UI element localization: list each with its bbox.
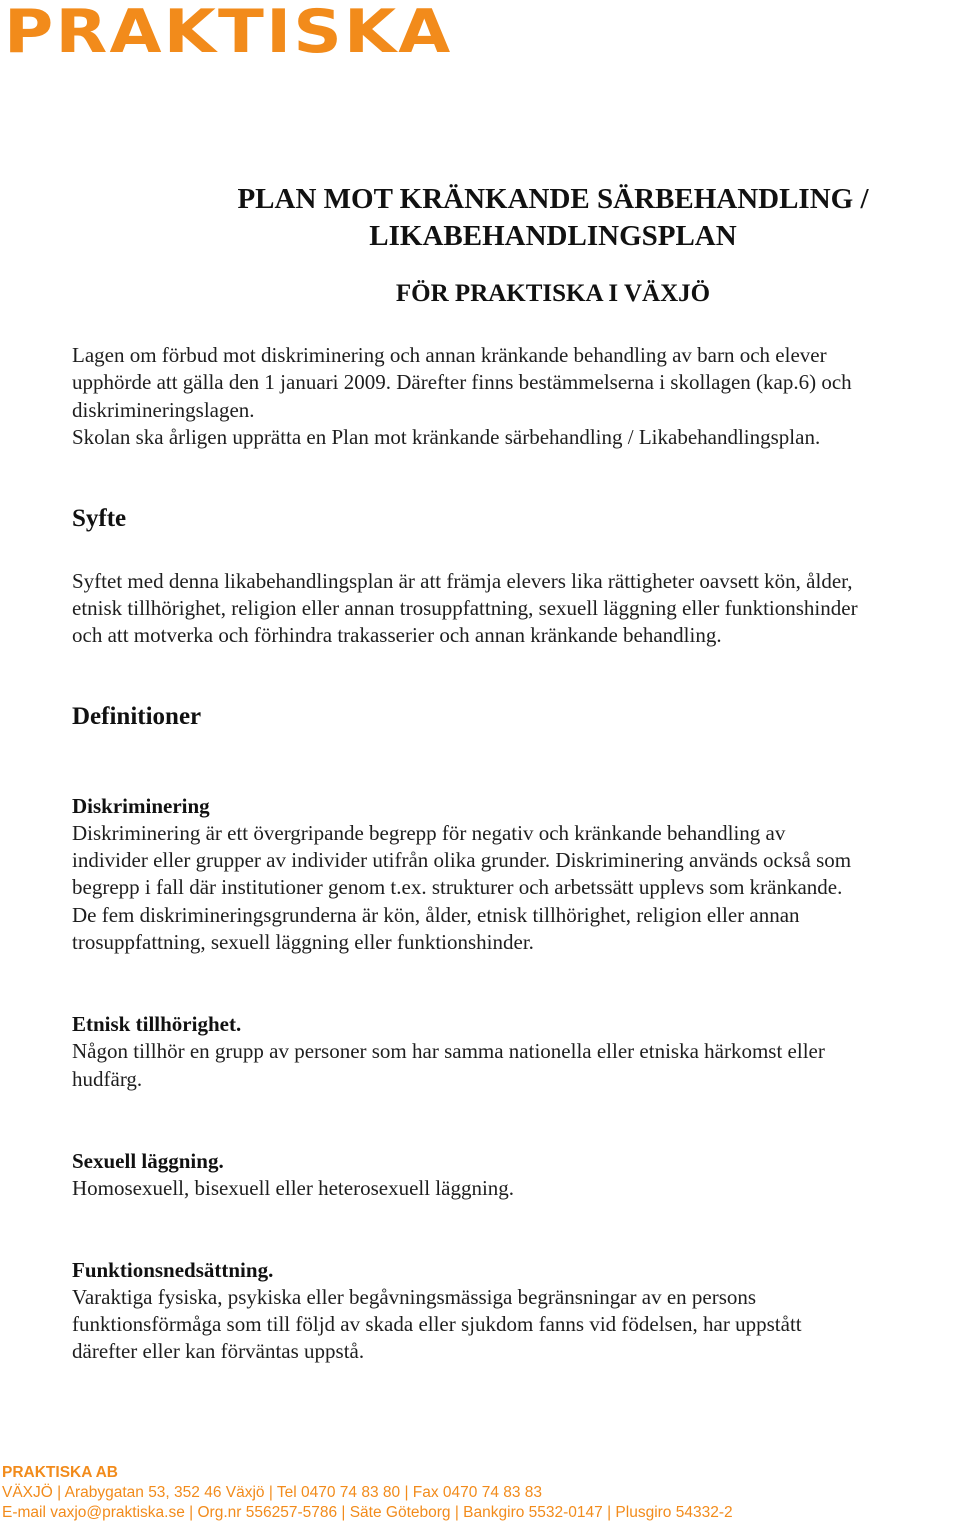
intro-line: Lagen om förbud mot diskriminering och annan kränkande behandling av barn och elever <box>72 343 827 367</box>
subheading-etnisk-tillhorighet: Etnisk tillhörighet. <box>72 1012 242 1036</box>
diskriminering-line: Diskriminering är ett övergripande begrepp för negativ och kränkande behandling av <box>72 821 786 845</box>
section-heading-definitioner: Definitioner <box>72 703 202 730</box>
diskriminering-line: trosuppfattning, sexuell läggning eller funktionshinder. <box>72 930 534 954</box>
document-title-line-2: LIKABEHANDLINGSPLAN <box>369 220 737 252</box>
intro-line: Skolan ska årligen upprätta en Plan mot kränkande särbehandling / Likabehandlingsplan. <box>72 425 821 449</box>
document-title-line-1: PLAN MOT KRÄNKANDE SÄRBEHANDLING / <box>237 183 869 215</box>
intro-line: diskrimineringslagen. <box>72 398 255 422</box>
subheading-sexuell-laggning: Sexuell läggning. <box>72 1149 224 1173</box>
etnisk-line: Någon tillhör en grupp av personer som har samma nationella eller etniska härkomst eller <box>72 1039 825 1063</box>
etnisk-line: hudfärg. <box>72 1067 143 1091</box>
footer-address: VÄXJÖ | Arabygatan 53, 352 46 Växjö | Tel 0470 74 83 80 | Fax 0470 74 83 83 <box>2 1484 543 1501</box>
funktion-line: funktionsförmåga som till följd av skada eller sjukdom fanns vid födelsen, har uppstått <box>72 1312 802 1336</box>
syfte-line: och att motverka och förhindra trakasserier och annan kränkande behandling. <box>72 623 722 647</box>
praktiska-logo: PRAKTISKA <box>4 0 453 67</box>
funktion-line: därefter eller kan förväntas uppstå. <box>72 1339 365 1363</box>
section-heading-syfte: Syfte <box>72 505 127 532</box>
footer-contact: E-mail vaxjo@praktiska.se | Org.nr 556257-5786 | Säte Göteborg | Bankgiro 5532-0147 | Plusgiro 54332-2 <box>2 1504 733 1521</box>
document-subtitle: FÖR PRAKTISKA I VÄXJÖ <box>395 280 711 307</box>
diskriminering-line: De fem diskrimineringsgrunderna är kön, ålder, etnisk tillhörighet, religion eller annan <box>72 903 800 927</box>
sexuell-line: Homosexuell, bisexuell eller heterosexuell läggning. <box>72 1176 515 1200</box>
intro-line: upphörde att gälla den 1 januari 2009. Därefter finns bestämmelserna i skollagen (kap.6) och <box>72 370 852 394</box>
subheading-diskriminering: Diskriminering <box>72 794 210 818</box>
funktion-line: Varaktiga fysiska, psykiska eller begåvningsmässiga begränsningar av en persons <box>72 1285 757 1309</box>
footer-company: PRAKTISKA AB <box>2 1464 118 1481</box>
syfte-line: etnisk tillhörighet, religion eller annan trosuppfattning, sexuell läggning eller funktionshinder <box>72 596 858 620</box>
subheading-funktionsnedsattning: Funktionsnedsättning. <box>72 1258 274 1282</box>
syfte-line: Syftet med denna likabehandlingsplan är att främja elevers lika rättigheter oavsett kön, ålder, <box>72 569 853 593</box>
diskriminering-line: begrepp i fall där institutioner genom t.ex. strukturer och arbetssätt upplevs som kränkande. <box>72 875 843 899</box>
diskriminering-line: individer eller grupper av individer utifrån olika grunder. Diskriminering används också som <box>72 848 852 872</box>
